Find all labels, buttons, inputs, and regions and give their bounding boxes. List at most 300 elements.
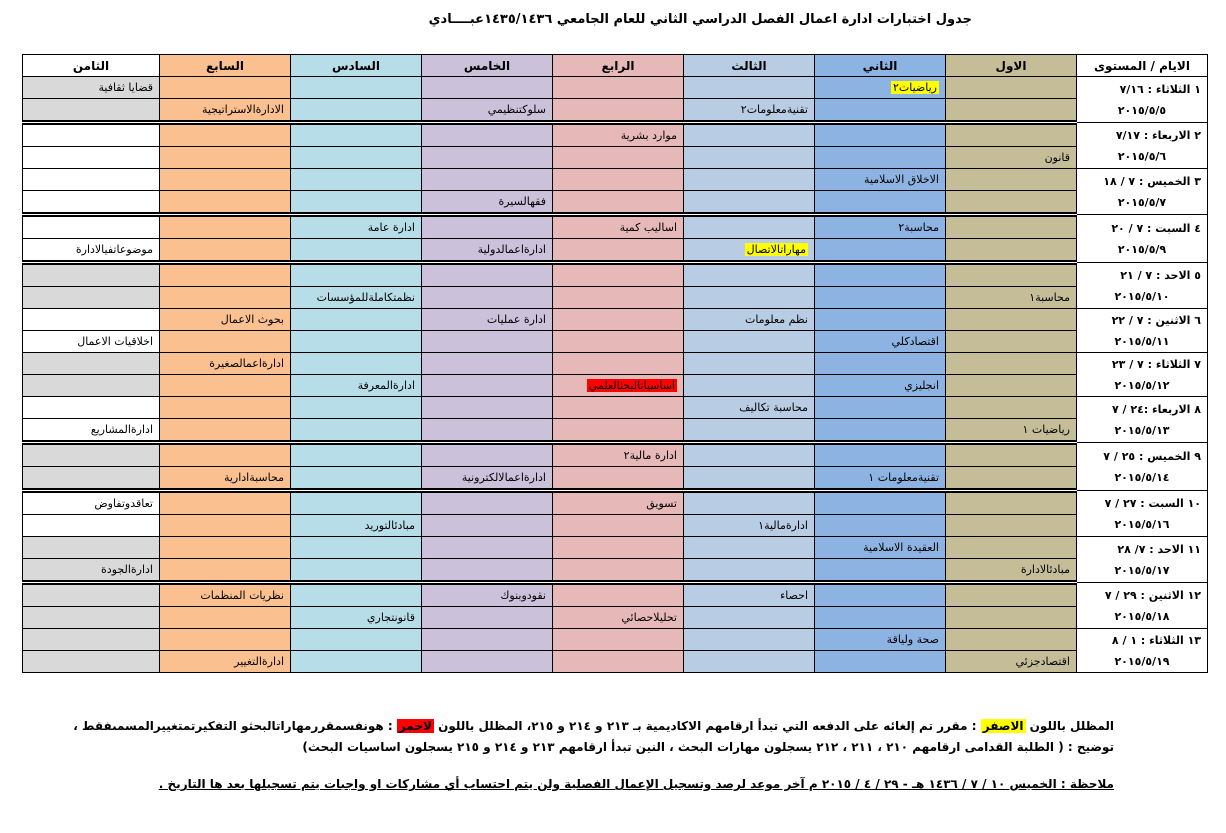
- course-cell-level-4: [553, 537, 684, 559]
- header-level-4: الرابع: [553, 55, 684, 77]
- course-cell-level-5: [422, 443, 553, 467]
- note-1-part-c: : هونفسمقررمهاراتالبحثو التفكيرتمتغييرالمسمىفقط ،: [73, 719, 397, 733]
- course-cell-level-2: [815, 607, 946, 629]
- course-cell-level-8: [23, 123, 160, 147]
- course-name: تعاقدوتفاوض: [94, 497, 153, 510]
- course-name: مهاراتالاتصال: [746, 243, 806, 256]
- course-cell-level-5: [422, 397, 553, 419]
- notes: [54, 716, 1114, 795]
- course-cell-level-1: [946, 375, 1077, 397]
- course-cell-level-5: [422, 99, 553, 123]
- course-cell-level-2: [815, 375, 946, 397]
- course-cell-level-2: [815, 537, 946, 559]
- course-cell-level-1: [946, 77, 1077, 99]
- course-cell-level-3: [684, 353, 815, 375]
- course-name: قانون: [1044, 151, 1070, 164]
- day-cell: [1077, 397, 1208, 443]
- course-name: رياضيات ١: [1022, 423, 1070, 436]
- course-cell-level-2: [815, 191, 946, 215]
- course-cell-level-4: [553, 375, 684, 397]
- table-row: [23, 443, 1208, 467]
- course-name: قضايا ثقافية: [98, 81, 153, 94]
- course-cell-level-8: [23, 147, 160, 169]
- course-name: ادارة عامة: [367, 221, 415, 234]
- course-cell-level-7: [160, 147, 291, 169]
- day-cell: [1077, 169, 1208, 215]
- note-deadline: ملاحظة : الخميس ١٠ / ٧ / ١٤٣٦ هـ - ٢٩ / ٤ / ٢٠١٥ م آخر موعد لرصد وتسجيل الإعمال الفصلية ولن يتم احتساب أي مشاركات او واجبات يتم تسجيلها بعد ها التاريخ .: [158, 777, 1114, 791]
- course-cell-level-3: [684, 559, 815, 583]
- course-cell-level-8: [23, 559, 160, 583]
- course-cell-level-6: [291, 375, 422, 397]
- course-name: ادارة عمليات: [486, 313, 546, 326]
- day-label: ١٠ السبت : ٢٧ / ٧: [1104, 496, 1201, 510]
- day-date: ٢٠١٥/٥/١٢: [1114, 378, 1170, 392]
- day-date: ٢٠١٥/٥/٥: [1117, 103, 1167, 117]
- course-cell-level-4: [553, 309, 684, 331]
- day-date: ٢٠١٥/٥/١٦: [1114, 517, 1170, 531]
- course-cell-level-4: [553, 239, 684, 263]
- course-cell-level-3: [684, 607, 815, 629]
- course-cell-level-1: [946, 537, 1077, 559]
- course-cell-level-7: [160, 375, 291, 397]
- course-cell-level-7: [160, 309, 291, 331]
- course-cell-level-3: [684, 651, 815, 673]
- header-level-3: الثالث: [684, 55, 815, 77]
- course-cell-level-4: [553, 123, 684, 147]
- course-cell-level-4: [553, 443, 684, 467]
- course-cell-level-1: [946, 443, 1077, 467]
- course-cell-level-6: [291, 419, 422, 443]
- day-date: ٢٠١٥/٥/٦: [1117, 149, 1167, 163]
- course-cell-level-5: [422, 239, 553, 263]
- course-cell-level-6: [291, 215, 422, 239]
- course-name: نقودوبنوك: [500, 589, 546, 602]
- course-name: تقنيةمعلومات٢: [740, 103, 808, 116]
- day-label: ١٢ الاثنين : ٢٩ / ٧: [1104, 588, 1201, 602]
- course-name: انجليزي: [904, 379, 939, 392]
- day-cell: [1077, 215, 1208, 263]
- course-cell-level-3: [684, 629, 815, 651]
- course-cell-level-6: [291, 443, 422, 467]
- course-cell-level-4: [553, 147, 684, 169]
- course-cell-level-8: [23, 607, 160, 629]
- table-row: [23, 515, 1208, 537]
- course-cell-level-6: [291, 607, 422, 629]
- course-cell-level-1: [946, 191, 1077, 215]
- course-name: ادارةمالية١: [758, 519, 808, 532]
- course-name: اخلاقيات الاعمال: [77, 335, 153, 348]
- course-cell-level-3: [684, 583, 815, 607]
- table-row: [23, 467, 1208, 491]
- table-row: [23, 239, 1208, 263]
- course-cell-level-3: [684, 419, 815, 443]
- course-cell-level-5: [422, 77, 553, 99]
- course-cell-level-4: [553, 287, 684, 309]
- table-row: [23, 123, 1208, 147]
- schedule-body: [23, 77, 1208, 673]
- course-cell-level-4: [553, 99, 684, 123]
- course-cell-level-8: [23, 353, 160, 375]
- course-name: ادارة مالية٢: [623, 449, 677, 462]
- course-cell-level-6: [291, 491, 422, 515]
- course-name: نظريات المنظمات: [200, 589, 284, 602]
- course-name: تسويق: [646, 497, 677, 510]
- course-cell-level-7: [160, 629, 291, 651]
- day-label: ٩ الخميس : ٢٥ / ٧: [1103, 449, 1201, 463]
- course-cell-level-4: [553, 191, 684, 215]
- course-cell-level-8: [23, 263, 160, 287]
- course-cell-level-1: [946, 309, 1077, 331]
- course-name: مبادئالتوريد: [364, 519, 415, 532]
- course-name: تقنيةمعلومات ١: [868, 471, 939, 484]
- course-cell-level-4: [553, 77, 684, 99]
- course-cell-level-2: [815, 215, 946, 239]
- day-cell: [1077, 123, 1208, 169]
- table-row: [23, 491, 1208, 515]
- course-cell-level-1: [946, 215, 1077, 239]
- course-name: محاسبة١: [1029, 291, 1070, 304]
- course-cell-level-5: [422, 583, 553, 607]
- table-row: [23, 147, 1208, 169]
- course-cell-level-1: [946, 583, 1077, 607]
- day-date: ٢٠١٥/٥/١١: [1114, 334, 1170, 348]
- table-row: [23, 583, 1208, 607]
- course-cell-level-6: [291, 559, 422, 583]
- course-cell-level-8: [23, 309, 160, 331]
- table-row: [23, 607, 1208, 629]
- course-cell-level-4: [553, 491, 684, 515]
- table-row: [23, 629, 1208, 651]
- course-cell-level-6: [291, 239, 422, 263]
- course-cell-level-7: [160, 287, 291, 309]
- course-name: نظمتكاملةللمؤسسات: [316, 291, 415, 304]
- course-name: العقيدة الاسلامية: [863, 541, 939, 554]
- course-cell-level-7: [160, 263, 291, 287]
- header-level-1: الاول: [946, 55, 1077, 77]
- day-date: ٢٠١٥/٥/١٧: [1114, 563, 1170, 577]
- course-cell-level-7: [160, 651, 291, 673]
- course-cell-level-2: [815, 651, 946, 673]
- course-cell-level-7: [160, 239, 291, 263]
- course-name: سلوكتنظيمي: [487, 103, 546, 116]
- table-row: [23, 651, 1208, 673]
- course-cell-level-5: [422, 559, 553, 583]
- course-cell-level-7: [160, 607, 291, 629]
- course-name: ادارةالجودة: [101, 563, 153, 576]
- course-cell-level-4: [553, 263, 684, 287]
- course-name: تحليلاحصائي: [621, 611, 677, 624]
- day-label: ١ الثلاثاء : ٧/١٦: [1119, 82, 1201, 96]
- header-level-7: السابع: [160, 55, 291, 77]
- course-cell-level-6: [291, 99, 422, 123]
- course-cell-level-7: [160, 331, 291, 353]
- day-label: ١٣ الثلاثاء : ١ / ٨: [1111, 633, 1201, 647]
- day-label: ٣ الخميس : ٧ / ١٨: [1103, 174, 1201, 188]
- table-row: [23, 191, 1208, 215]
- day-label: ١١ الاحد : ٧/ ٢٨: [1117, 542, 1201, 556]
- note-1-part-b: : مقرر تم إلغائه على الدفعه التي تبدأ ارقامهم الاكاديمية بـ ٢١٣ و ٢١٤ و ٢١٥، المظلل باللون: [433, 719, 981, 733]
- course-cell-level-7: [160, 215, 291, 239]
- course-name: الادارةالاستراتيجية: [201, 103, 284, 116]
- course-name: موارد بشرية: [620, 129, 677, 142]
- course-cell-level-4: [553, 651, 684, 673]
- course-cell-level-7: [160, 559, 291, 583]
- course-cell-level-3: [684, 537, 815, 559]
- course-cell-level-2: [815, 239, 946, 263]
- course-cell-level-7: [160, 583, 291, 607]
- header-level-5: الخامس: [422, 55, 553, 77]
- course-cell-level-3: [684, 287, 815, 309]
- course-name: اقتصادجزئي: [1015, 655, 1070, 668]
- course-cell-level-6: [291, 629, 422, 651]
- course-cell-level-8: [23, 77, 160, 99]
- course-cell-level-8: [23, 419, 160, 443]
- header-level-8: الثامن: [23, 55, 160, 77]
- course-cell-level-2: [815, 309, 946, 331]
- course-cell-level-5: [422, 537, 553, 559]
- course-cell-level-2: [815, 583, 946, 607]
- course-cell-level-5: [422, 191, 553, 215]
- course-cell-level-5: [422, 263, 553, 287]
- day-label: ٧ الثلاثاء : ٧ / ٢٣: [1111, 357, 1201, 371]
- table-row: [23, 287, 1208, 309]
- table-row: [23, 419, 1208, 443]
- course-name: بحوث الاعمال: [220, 313, 284, 326]
- course-cell-level-3: [684, 239, 815, 263]
- course-cell-level-8: [23, 287, 160, 309]
- course-cell-level-3: [684, 309, 815, 331]
- course-cell-level-5: [422, 169, 553, 191]
- course-cell-level-1: [946, 397, 1077, 419]
- course-cell-level-6: [291, 77, 422, 99]
- course-cell-level-5: [422, 491, 553, 515]
- day-date: ٢٠١٥/٥/١٨: [1114, 609, 1170, 623]
- course-name: ادارةاعمالالكترونية: [461, 471, 546, 484]
- header-level-2: الثاني: [815, 55, 946, 77]
- course-cell-level-7: [160, 99, 291, 123]
- exam-schedule-table: [22, 54, 1208, 673]
- course-cell-level-1: [946, 515, 1077, 537]
- course-cell-level-6: [291, 309, 422, 331]
- day-date: ٢٠١٥/٥/١٣: [1114, 423, 1170, 437]
- course-cell-level-2: [815, 419, 946, 443]
- table-row: [23, 169, 1208, 191]
- table-row: [23, 331, 1208, 353]
- course-cell-level-5: [422, 651, 553, 673]
- course-cell-level-5: [422, 353, 553, 375]
- day-cell: [1077, 443, 1208, 491]
- course-cell-level-3: [684, 191, 815, 215]
- course-name: اساسياتالبحثالعلمي: [588, 379, 675, 392]
- course-name: احصاء: [780, 589, 808, 602]
- course-cell-level-4: [553, 467, 684, 491]
- course-name: مبادئالادارة: [1020, 563, 1070, 576]
- course-cell-level-2: [815, 515, 946, 537]
- note-1-yellow: الاصفر: [982, 719, 1024, 733]
- course-cell-level-3: [684, 169, 815, 191]
- course-cell-level-3: [684, 331, 815, 353]
- course-name: الاخلاق الاسلامية: [864, 173, 939, 186]
- course-name: ادارةالمشاريع: [90, 423, 153, 436]
- course-cell-level-4: [553, 331, 684, 353]
- day-label: ٦ الاثنين : ٧ / ٢٢: [1111, 313, 1201, 327]
- table-row: [23, 559, 1208, 583]
- course-cell-level-7: [160, 443, 291, 467]
- course-name: ادارةاعمالصغيرة: [209, 357, 284, 370]
- course-cell-level-3: [684, 515, 815, 537]
- course-cell-level-1: [946, 331, 1077, 353]
- course-cell-level-1: [946, 239, 1077, 263]
- course-cell-level-8: [23, 651, 160, 673]
- course-cell-level-5: [422, 287, 553, 309]
- course-cell-level-1: [946, 607, 1077, 629]
- course-cell-level-5: [422, 331, 553, 353]
- course-name: فقهالسيرة: [498, 195, 546, 208]
- course-name: صحة ولياقة: [886, 633, 939, 646]
- course-cell-level-2: [815, 169, 946, 191]
- course-name: موضوعاتفيالادارة: [75, 243, 153, 256]
- table-row: [23, 263, 1208, 287]
- course-cell-level-5: [422, 467, 553, 491]
- course-cell-level-3: [684, 375, 815, 397]
- course-cell-level-8: [23, 537, 160, 559]
- course-cell-level-1: [946, 491, 1077, 515]
- day-label: ٨ الاربعاء :٢٤ / ٧: [1111, 402, 1201, 416]
- course-cell-level-2: [815, 123, 946, 147]
- course-cell-level-5: [422, 629, 553, 651]
- course-cell-level-5: [422, 147, 553, 169]
- table-row: [23, 537, 1208, 559]
- course-cell-level-6: [291, 651, 422, 673]
- course-cell-level-3: [684, 123, 815, 147]
- course-cell-level-8: [23, 331, 160, 353]
- day-date: ٢٠١٥/٥/١٠: [1114, 289, 1170, 303]
- day-cell: [1077, 263, 1208, 309]
- course-cell-level-2: [815, 263, 946, 287]
- course-cell-level-4: [553, 559, 684, 583]
- course-name: محاسبة٢: [898, 221, 939, 234]
- day-date: ٢٠١٥/٥/٩: [1117, 242, 1167, 256]
- course-cell-level-2: [815, 287, 946, 309]
- day-cell: [1077, 77, 1208, 123]
- header-days: الايام / المستوى: [1077, 55, 1208, 77]
- course-cell-level-5: [422, 375, 553, 397]
- table-row: [23, 397, 1208, 419]
- course-cell-level-4: [553, 629, 684, 651]
- course-cell-level-2: [815, 629, 946, 651]
- course-name: رياضيات٢: [892, 81, 937, 94]
- course-cell-level-7: [160, 77, 291, 99]
- course-cell-level-8: [23, 583, 160, 607]
- course-cell-level-1: [946, 287, 1077, 309]
- course-cell-level-7: [160, 397, 291, 419]
- course-cell-level-7: [160, 353, 291, 375]
- day-cell: [1077, 353, 1208, 397]
- note-1-part-a: المظلل باللون: [1025, 719, 1114, 733]
- course-cell-level-2: [815, 99, 946, 123]
- course-cell-level-3: [684, 147, 815, 169]
- course-cell-level-6: [291, 583, 422, 607]
- course-cell-level-3: [684, 263, 815, 287]
- course-cell-level-7: [160, 419, 291, 443]
- course-cell-level-2: [815, 147, 946, 169]
- course-cell-level-7: [160, 491, 291, 515]
- note-1-red: لاحمر: [398, 719, 432, 733]
- course-name: اقتصادكلي: [891, 335, 939, 348]
- day-cell: [1077, 583, 1208, 629]
- course-cell-level-2: [815, 397, 946, 419]
- header-level-6: السادس: [291, 55, 422, 77]
- course-cell-level-6: [291, 147, 422, 169]
- course-cell-level-8: [23, 629, 160, 651]
- course-cell-level-4: [553, 583, 684, 607]
- course-cell-level-3: [684, 397, 815, 419]
- course-cell-level-2: [815, 467, 946, 491]
- course-cell-level-5: [422, 515, 553, 537]
- course-cell-level-4: [553, 515, 684, 537]
- day-cell: [1077, 629, 1208, 673]
- day-label: ٢ الاربعاء : ٧/١٧: [1115, 128, 1201, 142]
- course-cell-level-8: [23, 239, 160, 263]
- course-cell-level-8: [23, 215, 160, 239]
- note-highlight-legend: [54, 716, 1114, 737]
- day-date: ٢٠١٥/٥/١٩: [1114, 654, 1170, 668]
- course-cell-level-8: [23, 467, 160, 491]
- course-cell-level-3: [684, 77, 815, 99]
- course-cell-level-5: [422, 215, 553, 239]
- course-name: اساليب كمية: [619, 221, 677, 234]
- course-cell-level-1: [946, 629, 1077, 651]
- day-cell: [1077, 537, 1208, 583]
- course-cell-level-5: [422, 419, 553, 443]
- table-row: [23, 215, 1208, 239]
- course-cell-level-3: [684, 215, 815, 239]
- table-row: [23, 77, 1208, 99]
- course-cell-level-2: [815, 443, 946, 467]
- course-name: ادارةالمعرفة: [357, 379, 415, 392]
- course-cell-level-2: [815, 77, 946, 99]
- course-cell-level-7: [160, 467, 291, 491]
- course-cell-level-1: [946, 559, 1077, 583]
- note-clarification: توضيح : ( الطلبة القدامى ارقامهم ٢١٠ ، ٢١١ ، ٢١٢ يسجلون مهارات البحث ، النين تبدأ ارقامهم ٢١٣ و ٢١٤ و ٢١٥ يسجلون اساسيات البحث): [302, 740, 1114, 754]
- course-cell-level-6: [291, 169, 422, 191]
- course-cell-level-6: [291, 397, 422, 419]
- course-cell-level-2: [815, 353, 946, 375]
- course-cell-level-4: [553, 397, 684, 419]
- table-row: [23, 375, 1208, 397]
- day-label: ٤ السبت : ٧ / ٢٠: [1111, 221, 1201, 235]
- course-cell-level-6: [291, 191, 422, 215]
- course-cell-level-2: [815, 331, 946, 353]
- course-cell-level-8: [23, 375, 160, 397]
- course-cell-level-8: [23, 169, 160, 191]
- course-cell-level-5: [422, 309, 553, 331]
- course-cell-level-1: [946, 169, 1077, 191]
- course-name: محاسبةادارية: [223, 471, 284, 484]
- course-name: قانونتجاري: [366, 611, 415, 624]
- course-cell-level-3: [684, 99, 815, 123]
- course-cell-level-5: [422, 607, 553, 629]
- course-cell-level-8: [23, 397, 160, 419]
- course-cell-level-8: [23, 191, 160, 215]
- course-cell-level-7: [160, 191, 291, 215]
- course-name: محاسبة تكاليف: [739, 401, 808, 414]
- course-cell-level-3: [684, 467, 815, 491]
- table-row: [23, 99, 1208, 123]
- course-cell-level-8: [23, 515, 160, 537]
- course-cell-level-5: [422, 123, 553, 147]
- course-cell-level-4: [553, 419, 684, 443]
